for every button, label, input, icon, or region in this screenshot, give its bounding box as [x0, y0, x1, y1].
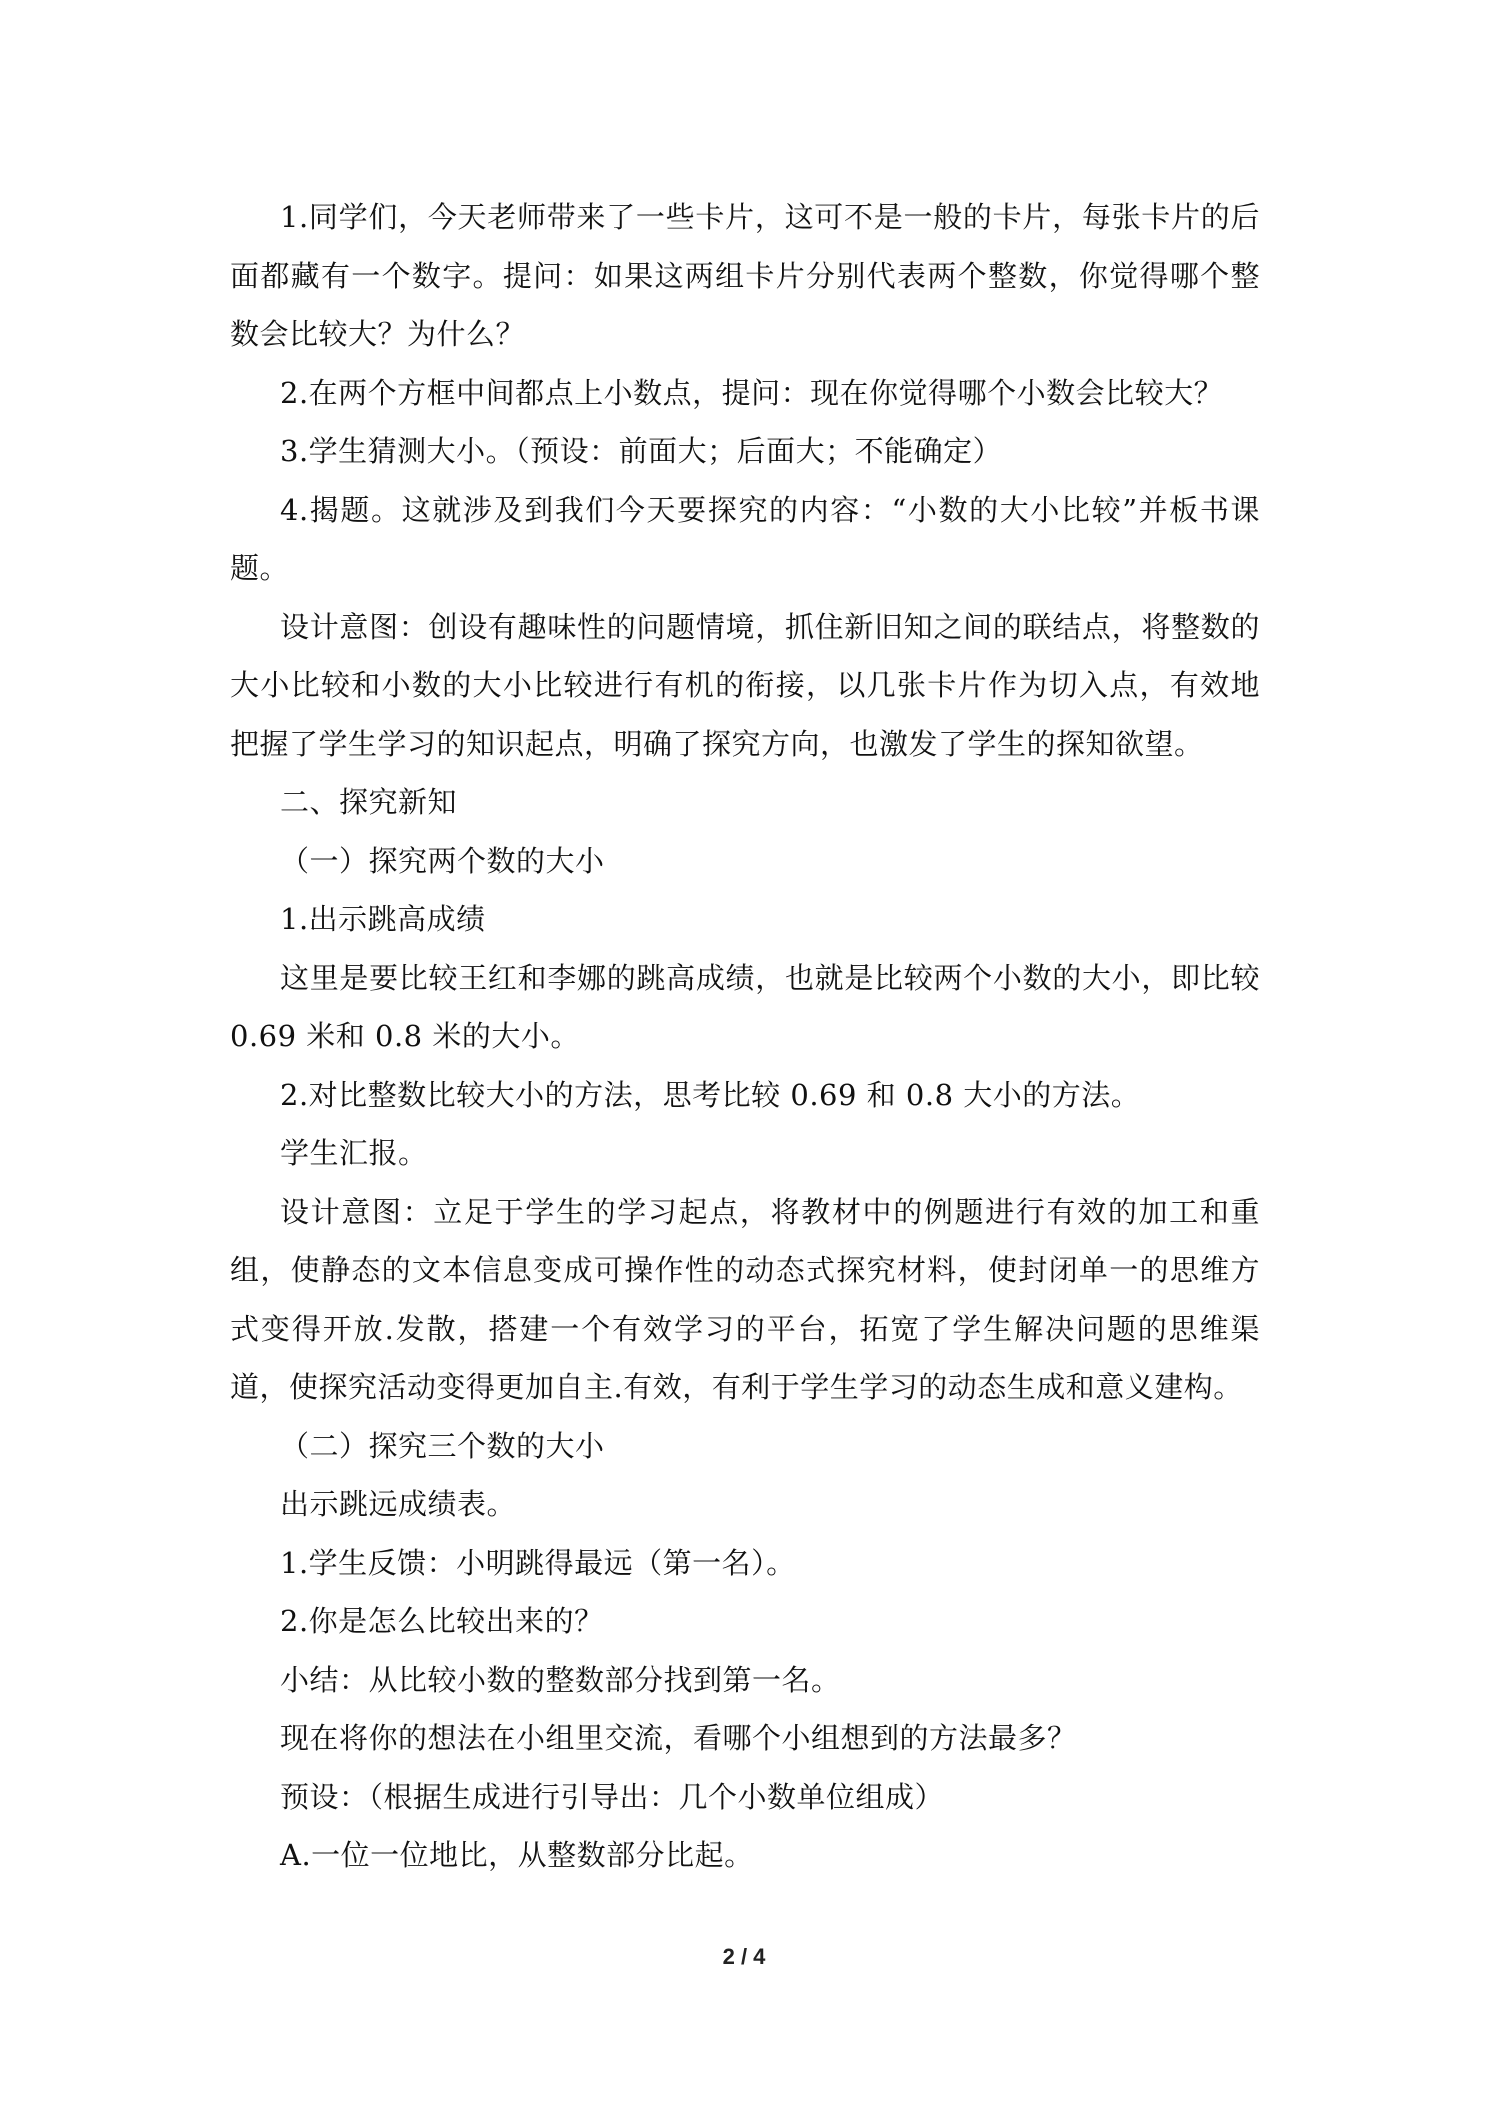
paragraph-student-report: 学生汇报。 — [280, 1136, 428, 1170]
paragraph-compare-scores: 这里是要比较王红和李娜的跳高成绩，也就是比较两个小数的大小，即比较 0.69 米和 0.8 米的大小。 — [230, 960, 1260, 1053]
subsection-heading-two-numbers: （一）探究两个数的大小 — [280, 843, 605, 878]
paragraph-long-jump-table: 出示跳远成绩表。 — [280, 1487, 517, 1521]
section-heading-explore: 二、探究新知 — [280, 785, 458, 819]
subsection-heading-three-numbers: （二）探究三个数的大小 — [280, 1428, 605, 1463]
paragraph-design-intent-1: 设计意图：创设有趣味性的问题情境，抓住新旧知之间的联结点，将整数的大小比较和小数的大小比较进行有机的衔接，以几张卡片作为切入点，有效地把握了学生学习的知识起点，明确了探究方向，也激发了学生的探知欲望。 — [230, 609, 1260, 761]
paragraph-high-jump: 1.出示跳高成绩 — [280, 902, 486, 936]
paragraph-feedback: 1.学生反馈：小明跳得最远（第一名）。 — [280, 1545, 796, 1580]
paragraph-design-intent-2: 设计意图：立足于学生的学习起点，将教材中的例题进行有效的加工和重组，使静态的文本信息变成可操作性的动态式探究材料，使封闭单一的思维方式变得开放.发散，搭建一个有效学习的平台，拓宽了学生解决问题的思维渠道，使探究活动变得更加自主.有效，有利于学生学习的动态生成和意义建构。 — [230, 1194, 1260, 1404]
paragraph-decimal-point: 2.在两个方框中间都点上小数点，提问：现在你觉得哪个小数会比较大？ — [280, 375, 1224, 410]
paragraph-guess: 3.学生猜测大小。（预设：前面大；后面大；不能确定） — [280, 434, 1003, 468]
document-body — [230, 188, 1260, 1885]
paragraph-intro-cards: 1.同学们，今天老师带来了一些卡片，这可不是一般的卡片，每张卡片的后面都藏有一个数字。提问：如果这两组卡片分别代表两个整数，你觉得哪个整数会比较大？为什么？ — [230, 200, 1260, 351]
paragraph-method-a: A.一位一位地比，从整数部分比起。 — [280, 1838, 754, 1872]
paragraph-group-discussion: 现在将你的想法在小组里交流，看哪个小组想到的方法最多？ — [280, 1721, 1077, 1755]
paragraph-preset: 预设：（根据生成进行引导出：几个小数单位组成） — [280, 1779, 945, 1814]
page-number: 2 / 4 — [722, 1944, 766, 1969]
paragraph-how-compare: 2.你是怎么比较出来的？ — [280, 1604, 604, 1638]
paragraph-summary: 小结：从比较小数的整数部分找到第一名。 — [280, 1662, 841, 1697]
paragraph-compare-method: 2.对比整数比较大小的方法，思考比较 0.69 和 0.8 大小的方法。 — [280, 1077, 1141, 1112]
paragraph-topic-reveal: 4.揭题。这就涉及到我们今天要探究的内容：“小数的大小比较”并板书课题。 — [230, 492, 1260, 585]
